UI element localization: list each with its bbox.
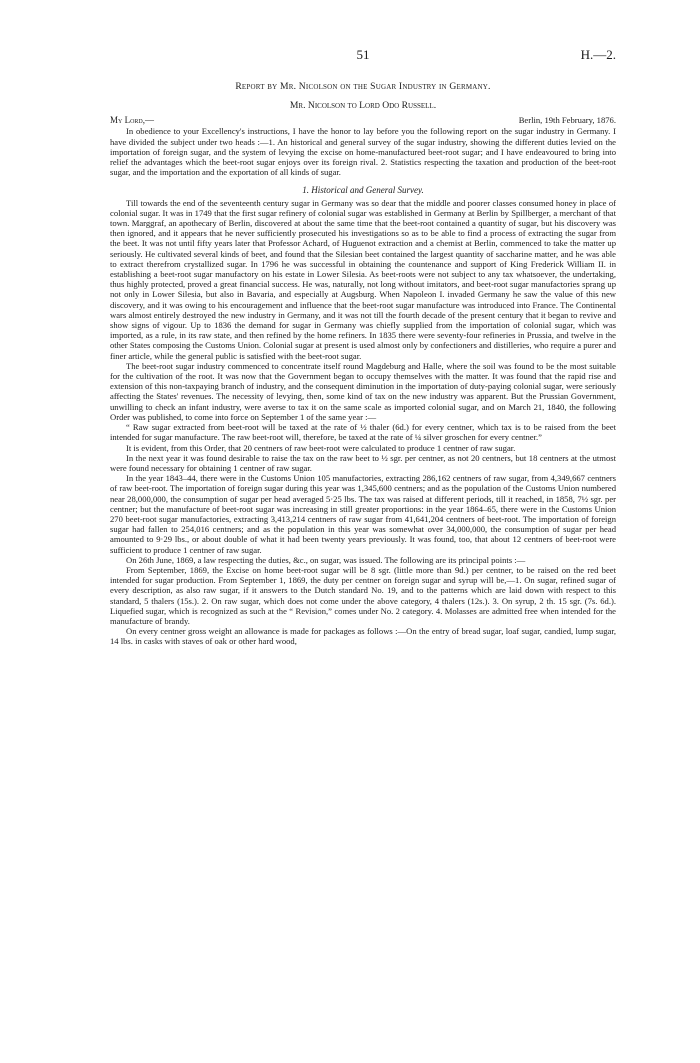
paragraph-order-note: It is evident, from this Order, that 20 centners of raw beet-root were calculated to produce 1 centner of raw sugar. — [126, 442, 516, 453]
paragraph-statistics: In the year 1843–44, there were in the Customs Union 105 manufactories, extracting 286,162 centners of raw sugar, from 4,349,667 centners of raw beet-root. The importation of foreign sugar during this year was 1,345,600 centners; and as the population of the Customs Union numbered near 28,000,000, the consumption of sugar per head averaged 5·25 lbs. The tax was raised at different periods, till it reached, in 1858, 7½ sgr. per centner; but the manufacture of beet-root sugar was increasing in still greater proportions: in the year 1864–65, there were in the Customs Union 270 beet-root sugar manufactories, extracting 3,413,214 centners of raw sugar from 41,641,204 centners of beet-root. The importation of foreign sugar had fallen to 254,016 centners; and as the population in this year was somewhat over 34,000,000, the consumption of sugar per head amounted to 9·29 lbs., or about double of what it had been twenty years previously. It was found, too, that about 12 centners of beet-root were sufficient to produce 1 centner of raw sugar. — [110, 473, 616, 555]
paragraph-intro: In obedience to your Excellency's instructions, I have the honor to lay before you the following report on the sugar industry in Germany. I have divided the subject under two heads :—1. An historical and general survey of the sugar industry, showing the different duties levied on the importation of foreign sugar, and the system of levying the excise on home-manufactured beet-root sugar; and I have endeavoured to bring into relief the advantages which the beet-root sugar enjoys over its foreign rival. 2. Statistics respecting the taxation and production of the beet-root sugar, and the importation and the exportation of all kinds of sugar. — [110, 126, 616, 178]
salutation-line — [110, 115, 616, 126]
paragraph-law-1869: On 26th June, 1869, a law respecting the duties, &c., on sugar, was issued. The following are its principal points :— — [126, 554, 526, 565]
quoted-order: “ Raw sugar extracted from beet-root will be taxed at the rate of ½ thaler (6d.) for every centner, which tax is to be raised from the beet intended for sugar manufacture. The raw beet-root will, therefore, be taxed at the rate of ¼ silver groschen for every centner.” — [110, 422, 616, 443]
paragraph-concentration: The beet-root sugar industry commenced to concentrate itself round Magdeburg and Halle, where the soil was found to be the most suitable for the cultivation of the root. It was now that the Government began to occupy themselves with the matter. It was found that the rapid rise and extension of this non-taxpaying branch of industry, and the consequent diminution in the importation of duty-paying colonial sugar, were seriously affecting the States' revenues. The necessity of levying, then, some kind of tax on the new industry was apparent. But the Prussian Government, unwilling to check an infant industry, were averse to tax it on the same scale as imported colonial sugar, and on March 21, 1840, the following Order was published, to come into force on September 1 of the same year :— — [110, 360, 616, 422]
paragraph-duties: From September, 1869, the Excise on home beet-root sugar will be 8 sgr. (little more than 9d.) per centner, to be raised on the red beet intended for sugar production. From September 1, 1869, the duty per centner on foreign sugar and syrup will be,—1. On sugar, refined sugar of every description, as also raw sugar, if it answers to the Dutch standard No. 19, and to the patterns which are laid down with respect to this standard, 5 thalers (15s.). 2. On raw sugar, which does not come under the above category, 4 thalers (12s.). 3. On syrup, 2 th. 15 sgr. (7s. 6d.). Liquefied sugar, which is recognized as such at the “ Revision,” comes under No. 2 category. 4. Molasses are admitted free when intended for the manufacture of brandy. — [110, 564, 616, 626]
paragraph-history: Till towards the end of the seventeenth century sugar in Germany was so dear that the middle and poorer classes consumed honey in place of colonial sugar. It was in 1749 that the first sugar refinery of colonial sugar was established in Germany at Berlin by Spillberger, a merchant of that town. Marggraf, an apothecary of Berlin, discovered at about the same time that the beet-root contained a quantity of sugar, but his discovery was then ignored, and it appears that he never sufficiently prosecuted his investigations so as to be able to find a process of extracting the sugar from the beet. It was not until fifty years later that Professor Achard, of Huguenot extraction and a chemist at Berlin, commenced to take the matter up seriously. He cultivated several kinds of beet, and found that the Silesian beet contained the largest quantity of saccharine matter, and he was able to extract therefrom crystallized sugar. In 1796 he was successful in obtaining the countenance and support of King Frederick William II. in establishing a beet-root sugar manufactory on his estate in Lower Silesia. As beet-roots were not subject to any tax whatsoever, the undertaking, thus highly protected, proved a great financial success. He was, naturally, not long without imitators, and beet-root sugar manufactories sprang up not only in Lower Silesia, but also in Bavaria, and especially at Augsburg. When Napoleon I. invaded Germany he saw the value of this new discovery, and it was owing to his encouragement and influence that the beet-root sugar manufacture was introduced into France. The Continental wars almost entirely destroyed the new industry in Germany, and it was not till the fourth decade of the present century that it began to revive and show signs of vigour. Up to 1836 the demand for sugar in Germany was chiefly supplied from the importation of colonial sugar, which was imported, as a rule, in its raw state, and then refined by the home refiners. In 1835 there were seventy-four refineries in Prussia, and twelve in the other States composing the Customs Union. Colonial sugar at present is used almost only by confectioners and distilleries, who require a purer and finer article, while the general public is satisfied with the beet-root sugar. — [110, 197, 616, 361]
report-title: Report by Mr. Nicolson on the Sugar Industry in Germany. — [235, 81, 491, 92]
page-header — [110, 47, 616, 70]
letter-heading: Mr. Nicolson to Lord Odo Russell. — [289, 100, 437, 112]
page-number: 51 — [356, 47, 370, 62]
section-heading: 1. Historical and General Survey. — [302, 185, 424, 196]
paragraph-packages: On every centner gross weight an allowance is made for packages as follows :—On the entry of bread sugar, loaf sugar, candied, lump sugar, 14 lbs. in casks with staves of oak or other hard wood, — [110, 626, 616, 647]
salutation: My Lord,— — [110, 115, 155, 126]
paper-reference: H.—2. — [580, 47, 616, 62]
place-date: Berlin, 19th February, 1876. — [518, 115, 616, 126]
paragraph-tax-raise: In the next year it was found desirable to raise the tax on the raw beet to ½ sgr. per centner, as not 20 centners, but 18 centners at the utmost were found necessary for obtaining 1 centner of raw sugar. — [110, 452, 616, 473]
